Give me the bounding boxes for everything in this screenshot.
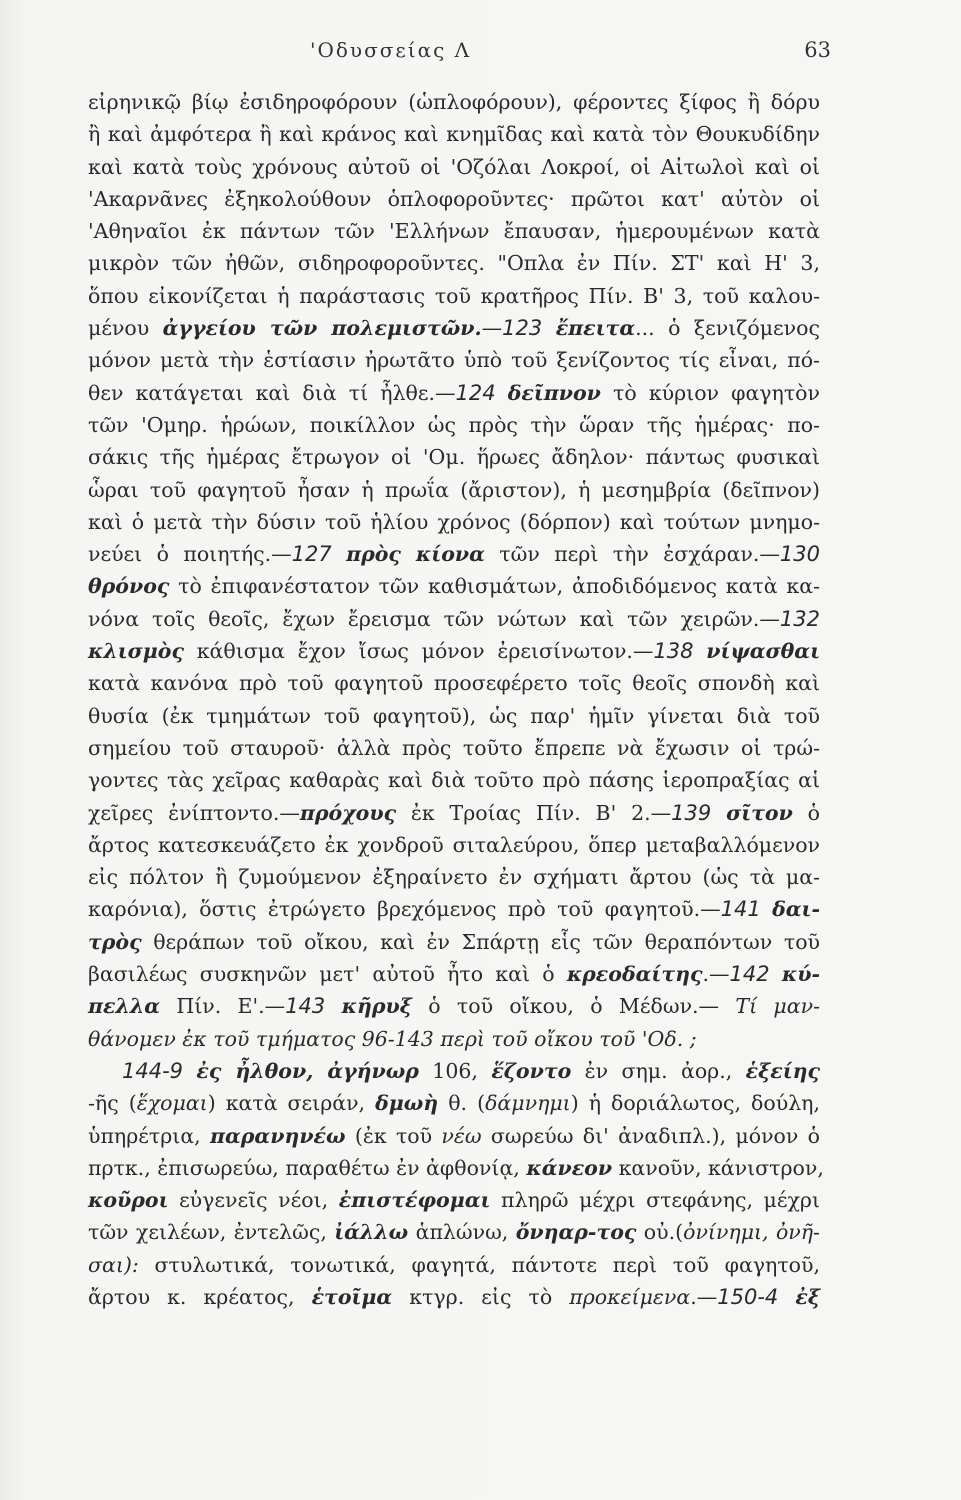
lemma: σῖτον xyxy=(726,800,793,825)
text-run: -ῆς ( xyxy=(88,1091,137,1116)
text-run: ἢ καὶ ἀμφότερα ἢ καὶ κράνος καὶ κνημῖδας καὶ κατὰ τὸν Θουκυδίδην xyxy=(88,122,820,147)
text-run: καὶ ὁ μετὰ τὴν δύσιν τοῦ ἡλίου χρόνος (δόρπον) καὶ τούτων μνημο- xyxy=(88,509,820,534)
lemma: πρόχους xyxy=(299,800,397,825)
text-run: οὐ.( xyxy=(636,1220,684,1245)
text-run: θυσία (ἐκ τμημάτων τοῦ φαγητοῦ), ὡς παρ' ἡμῖν γίνεται διὰ τοῦ xyxy=(88,703,820,728)
text-run xyxy=(761,897,772,921)
text-run: ὑπηρέτρια, xyxy=(88,1123,210,1148)
text-line xyxy=(88,990,820,1022)
text-run: κτγρ. εἰς τὸ xyxy=(392,1284,570,1309)
text-line xyxy=(88,280,820,312)
verse-reference: 141 xyxy=(720,897,761,922)
text-run: ὧραι τοῦ φαγητοῦ ἦσαν ἡ πρωΐα (ἄριστον), ἡ μεσημβρία (δεῖπνον) xyxy=(88,477,820,502)
text-line xyxy=(88,861,820,893)
lemma: κοῦροι xyxy=(88,1188,169,1213)
text-run: νεύει ὁ ποιητής.— xyxy=(88,542,292,567)
italic-text: ἕχομαι xyxy=(136,1091,208,1116)
text-line xyxy=(88,441,820,473)
italic-text: ὀνίνημι, ὀνῆ- xyxy=(683,1220,820,1245)
text-run: ἐκ Τροίας Πίν. Β' 2.— xyxy=(396,800,672,825)
text-run xyxy=(711,801,726,825)
text-run: κάθισμα ἔχον ἴσως μόνον ἐρεισίνωτον.— xyxy=(183,639,654,664)
text-run: πληρῶ μέχρι στεφάνης, μέχρι xyxy=(490,1188,820,1213)
text-run: εἰς πόλτον ἢ ζυμούμενον ἐξηραίνετο ἐν σχήματι ἄρτου (ὡς τὰ μα- xyxy=(88,865,820,890)
text-run: σάκις τῆς ἡμέρας ἔτρωγον οἱ 'Ομ. ἥρωες ἄδηλον· πάντως φυσικαὶ xyxy=(88,445,820,470)
lemma: ἰάλλω xyxy=(334,1220,409,1245)
text-run xyxy=(542,316,555,340)
lemma: ἕζοντο xyxy=(491,1058,572,1083)
lemma: κύ- xyxy=(781,962,820,987)
verse-reference: 132 xyxy=(779,606,820,631)
text-run: τὸ ἐπιφανέστατον τῶν καθισμάτων, ἀποδιδόμενος κατὰ κα- xyxy=(169,574,820,599)
text-run: 'Αθηναῖοι ἐκ πάντων τῶν 'Ελλήνων ἔπαυσαν, ἡμερουμένων κατὰ xyxy=(88,219,820,244)
lemma: δαι- xyxy=(772,897,820,922)
lemma: ἐπιστέφομαι xyxy=(338,1188,491,1213)
text-run: βασιλέως συσκηνῶν μετ' αὐτοῦ ἦτο καὶ ὁ xyxy=(88,962,567,987)
verse-reference: 139 xyxy=(671,800,712,825)
text-line xyxy=(88,1216,820,1248)
lemma: δεῖπνον xyxy=(507,380,601,405)
lemma: τρὸς xyxy=(88,929,142,954)
text-line xyxy=(88,1249,820,1281)
lemma: ἔπειτα xyxy=(555,316,636,341)
text-line xyxy=(88,1055,820,1087)
text-line xyxy=(88,667,820,699)
text-run: ἄρτος κατεσκευάζετο ἐκ χονδροῦ σιταλεύρου, ὅπερ μεταβαλλόμενον xyxy=(88,832,820,857)
text-run xyxy=(694,639,707,663)
text-run: θ. ( xyxy=(438,1091,486,1116)
text-line xyxy=(88,958,820,990)
text-line xyxy=(88,409,820,441)
verse-reference: 138 xyxy=(653,639,694,664)
text-line xyxy=(88,732,820,764)
text-run: ἁπλώνω, xyxy=(408,1220,516,1245)
verse-reference: 143 xyxy=(285,994,326,1019)
text-line xyxy=(88,538,820,570)
text-run: ὅπου εἰκονίζεται ἡ παράστασις τοῦ κρατῆρος Πίν. Β' 3, τοῦ καλου- xyxy=(88,283,820,308)
text-line xyxy=(88,474,820,506)
text-run: στυλωτικά, τονωτικά, φαγητά, πάντοτε περὶ τοῦ φαγητοῦ, xyxy=(138,1252,820,1277)
text-run: χεῖρες ἐνίπτοντο.— xyxy=(88,800,300,825)
text-run: εὐγενεῖς νέοι, xyxy=(168,1188,339,1213)
lemma: κάνεον xyxy=(526,1155,613,1180)
verse-reference: 144-9 xyxy=(122,1058,184,1083)
text-run: ὁ τοῦ οἴκου, ὁ Μέδων.— xyxy=(411,994,736,1019)
text-run: τὸ κύριον φαγητὸν xyxy=(600,380,820,405)
text-line xyxy=(88,926,820,958)
italic-text: προκείμενα xyxy=(569,1284,691,1309)
text-run: 106, xyxy=(418,1058,492,1083)
verse-reference: 127 xyxy=(291,542,332,567)
text-run: .— xyxy=(702,962,730,987)
text-line xyxy=(88,603,820,635)
text-line xyxy=(88,183,820,215)
text-line xyxy=(88,86,820,118)
lemma: κλισμὸς xyxy=(88,639,184,664)
lemma: νίψασθαι xyxy=(706,639,820,664)
italic-text: Τί μαν- xyxy=(735,994,820,1019)
verse-reference: 123 xyxy=(502,316,543,341)
text-run: ὁ xyxy=(792,800,820,825)
text-run: σημείου τοῦ σταυροῦ· ἀλλὰ πρὸς τοῦτο ἔπρεπε νὰ ἔχωσιν οἱ τρώ- xyxy=(88,735,820,760)
text-line xyxy=(88,700,820,732)
text-line xyxy=(88,797,820,829)
text-run: ἐν σημ. ἀορ., xyxy=(571,1058,746,1083)
lemma: πελλα xyxy=(88,994,160,1019)
text-run: τῶν περὶ τὴν ἐσχάραν.— xyxy=(484,542,780,567)
text-run xyxy=(770,962,782,986)
text-line xyxy=(88,151,820,183)
text-run: καρόνια), ὅστις ἐτρώγετο βρεχόμενος πρὸ τοῦ φαγητοῦ.— xyxy=(88,897,721,922)
text-run: τῶν 'Ομηρ. ἡρώων, ποικίλλον ὡς πρὸς τὴν ὥραν τῆς ἡμέρας· πο- xyxy=(88,412,820,437)
text-line xyxy=(88,344,820,376)
text-run: — xyxy=(481,316,503,341)
text-line xyxy=(88,1152,824,1184)
text-line xyxy=(88,570,820,602)
text-run xyxy=(183,1059,196,1083)
text-run: (ἐκ τοῦ xyxy=(345,1123,442,1148)
verse-reference: 124 xyxy=(455,380,496,405)
text-run: πρτκ., ἐπισωρεύω, παραθέτω ἐν ἀφθονίᾳ, xyxy=(88,1155,527,1180)
text-line xyxy=(88,118,820,150)
commentary-text xyxy=(88,86,824,1313)
text-run: μικρὸν τῶν ἠθῶν, σιδηροφοροῦντες. "Οπλα ἐν Πίν. ΣΤ' καὶ Η' 3, xyxy=(88,251,820,276)
text-line xyxy=(88,829,820,861)
lemma: κρεοδαίτης xyxy=(566,962,703,987)
text-line xyxy=(88,312,820,344)
verse-reference: 150-4 xyxy=(717,1284,779,1309)
text-line xyxy=(88,1184,820,1216)
lemma: πρὸς κίονα xyxy=(346,542,485,567)
text-line xyxy=(88,893,820,925)
lemma: ἐξ xyxy=(795,1284,820,1309)
text-run xyxy=(496,381,508,405)
text-run: μένου xyxy=(88,316,163,341)
text-run: ) κατὰ σειράν, xyxy=(207,1091,376,1116)
lemma: ἑτοῖμα xyxy=(311,1284,393,1309)
text-run: εἰρηνικῷ βίῳ ἐσιδηροφόρουν (ὡπλοφόρουν), φέροντες ξίφος ἢ δόρυ xyxy=(88,90,820,114)
text-line xyxy=(88,1120,820,1152)
verse-reference: 130 xyxy=(779,542,820,567)
text-run: θεν κατάγεται καὶ διὰ τί ἦλθε.— xyxy=(88,380,456,405)
text-line xyxy=(88,506,820,538)
text-line xyxy=(88,764,820,796)
italic-text: θάνομεν ἐκ τοῦ τμήματος 96-143 περὶ τοῦ οἴκου τοῦ 'Οδ. ; xyxy=(88,1026,697,1051)
running-head-title: 'Οδυσσείας Λ xyxy=(310,38,472,62)
text-run: καὶ κατὰ τοὺς χρόνους αὐτοῦ οἱ 'Οζόλαι Λοκροί, οἱ Αἰτωλοὶ καὶ οἱ xyxy=(88,154,820,179)
text-run: γοντες τὰς χεῖρας καθαρὰς καὶ διὰ τοῦτο πρὸ πάσης ἱεροπραξίας αἱ xyxy=(88,768,820,793)
italic-text: δάμνημι xyxy=(485,1091,571,1116)
text-run: μόνον μετὰ τὴν ἑστίασιν ἠρωτᾶτο ὑπὸ τοῦ ξενίζοντος τίς εἶναι, πό- xyxy=(88,348,820,373)
text-line xyxy=(88,635,820,667)
lemma: θρόνος xyxy=(88,574,170,599)
text-run: τῶν χειλέων, ἐντελῶς, xyxy=(88,1220,335,1245)
text-run: θεράπων τοῦ οἴκου, καὶ ἐν Σπάρτῃ εἷς τῶν θεραπόντων τοῦ xyxy=(141,929,820,954)
italic-text: σαι): xyxy=(88,1252,139,1277)
italic-text: νέω xyxy=(441,1123,482,1148)
lemma: δμωὴ xyxy=(375,1091,439,1116)
text-run: κατὰ κανόνα πρὸ τοῦ φαγητοῦ προσεφέρετο τοῖς θεοῖς σπονδὴ καὶ xyxy=(88,671,820,696)
text-line xyxy=(88,1281,820,1313)
lemma: κῆρυξ xyxy=(341,994,412,1019)
lemma: παρανηνέω xyxy=(210,1123,346,1148)
text-run xyxy=(325,994,341,1018)
text-run: .— xyxy=(690,1284,718,1309)
text-run: ... ὁ ξενιζόμενος xyxy=(635,316,820,341)
text-run: νόνα τοῖς θεοῖς, ἔχων ἔρεισμα τῶν νώτων καὶ τῶν χειρῶν.— xyxy=(88,606,780,631)
text-run: Πίν. Ε'.— xyxy=(160,994,286,1019)
lemma: ἐς ἦλθον, ἀγήνωρ xyxy=(196,1058,419,1083)
text-line xyxy=(88,377,820,409)
verse-reference: 142 xyxy=(729,962,770,987)
text-run xyxy=(778,1285,795,1309)
text-run: 'Ακαρνᾶνες ἐξηκολούθουν ὁπλοφοροῦντες· πρῶτοι κατ' αὐτὸν οἱ xyxy=(88,186,820,211)
text-run xyxy=(332,542,346,566)
text-line xyxy=(88,215,820,247)
text-run: ) ἡ δοριάλωτος, δούλη, xyxy=(570,1091,820,1116)
lemma: ἀγγείου τῶν πολεμιστῶν. xyxy=(162,316,482,341)
running-head xyxy=(0,38,961,68)
text-run: σωρεύω δι' ἀναδιπλ.), μόνον ὁ xyxy=(481,1123,820,1148)
text-line xyxy=(88,1023,820,1055)
text-line xyxy=(88,1087,820,1119)
text-run: ἄρτου κ. κρέατος, xyxy=(88,1284,312,1309)
page-number: 63 xyxy=(804,38,831,62)
lemma: ἑξείης xyxy=(745,1058,820,1083)
text-run: κανοῦν, κάνιστρον, xyxy=(612,1155,824,1180)
text-line xyxy=(88,247,820,279)
lemma: ὄνηαρ-τος xyxy=(515,1220,637,1245)
